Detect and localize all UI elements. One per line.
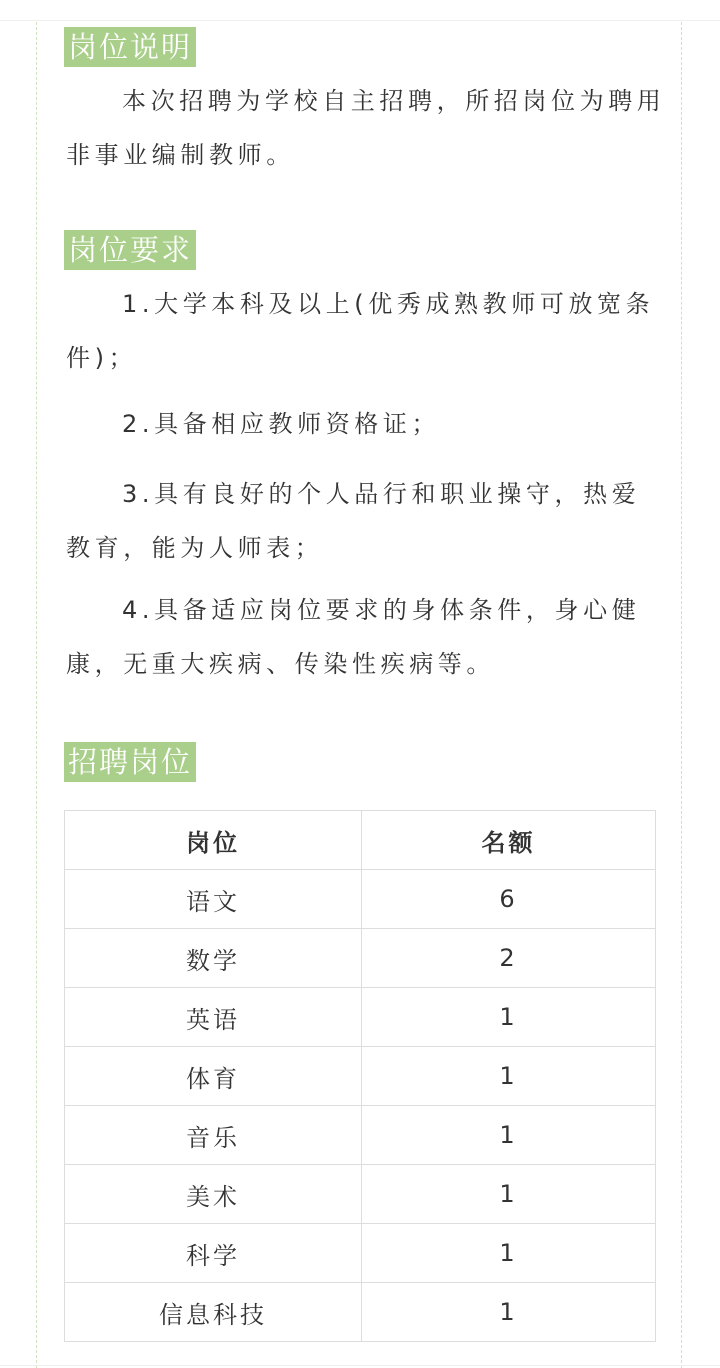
table-row bbox=[65, 1106, 656, 1165]
section-heading-positions: 招聘岗位 bbox=[64, 742, 196, 782]
section-heading-description: 岗位说明 bbox=[64, 27, 196, 67]
quota-cell: 1 bbox=[362, 1224, 656, 1283]
column-header-quota: 名额 bbox=[362, 811, 656, 870]
column-header-position: 岗位 bbox=[65, 811, 362, 870]
position-cell: 数学 bbox=[65, 929, 362, 988]
description-text: 本次招聘为学校自主招聘，所招岗位为聘用非事业编制教师。 bbox=[66, 87, 666, 169]
table-header-row bbox=[65, 811, 656, 870]
quota-cell: 2 bbox=[362, 929, 656, 988]
position-cell: 体育 bbox=[65, 1047, 362, 1106]
bottom-divider bbox=[0, 1365, 720, 1366]
table-row bbox=[65, 870, 656, 929]
quota-cell: 1 bbox=[362, 1165, 656, 1224]
requirement-item-4: 4.具备适应岗位要求的身体条件，身心健康，无重大疾病、传染性疾病等。 bbox=[66, 596, 641, 678]
quota-cell: 1 bbox=[362, 1047, 656, 1106]
table-row bbox=[65, 1283, 656, 1342]
position-cell: 英语 bbox=[65, 988, 362, 1047]
position-cell: 美术 bbox=[65, 1165, 362, 1224]
positions-table bbox=[64, 810, 656, 1342]
position-cell: 信息科技 bbox=[65, 1283, 362, 1342]
quota-cell: 6 bbox=[362, 870, 656, 929]
top-divider bbox=[0, 20, 720, 21]
quota-cell: 1 bbox=[362, 1106, 656, 1165]
quota-cell: 1 bbox=[362, 988, 656, 1047]
position-cell: 科学 bbox=[65, 1224, 362, 1283]
position-cell: 语文 bbox=[65, 870, 362, 929]
quota-cell: 1 bbox=[362, 1283, 656, 1342]
table-row bbox=[65, 1224, 656, 1283]
position-cell: 音乐 bbox=[65, 1106, 362, 1165]
table-row bbox=[65, 988, 656, 1047]
table-row bbox=[65, 1047, 656, 1106]
table-row bbox=[65, 1165, 656, 1224]
section-heading-requirements: 岗位要求 bbox=[64, 230, 196, 270]
requirement-item-2: 2.具备相应教师资格证； bbox=[122, 410, 441, 438]
requirement-item-1: 1.大学本科及以上(优秀成熟教师可放宽条件)； bbox=[66, 290, 655, 372]
table-row bbox=[65, 929, 656, 988]
requirement-item-3: 3.具有良好的个人品行和职业操守，热爱教育，能为人师表； bbox=[66, 480, 641, 562]
